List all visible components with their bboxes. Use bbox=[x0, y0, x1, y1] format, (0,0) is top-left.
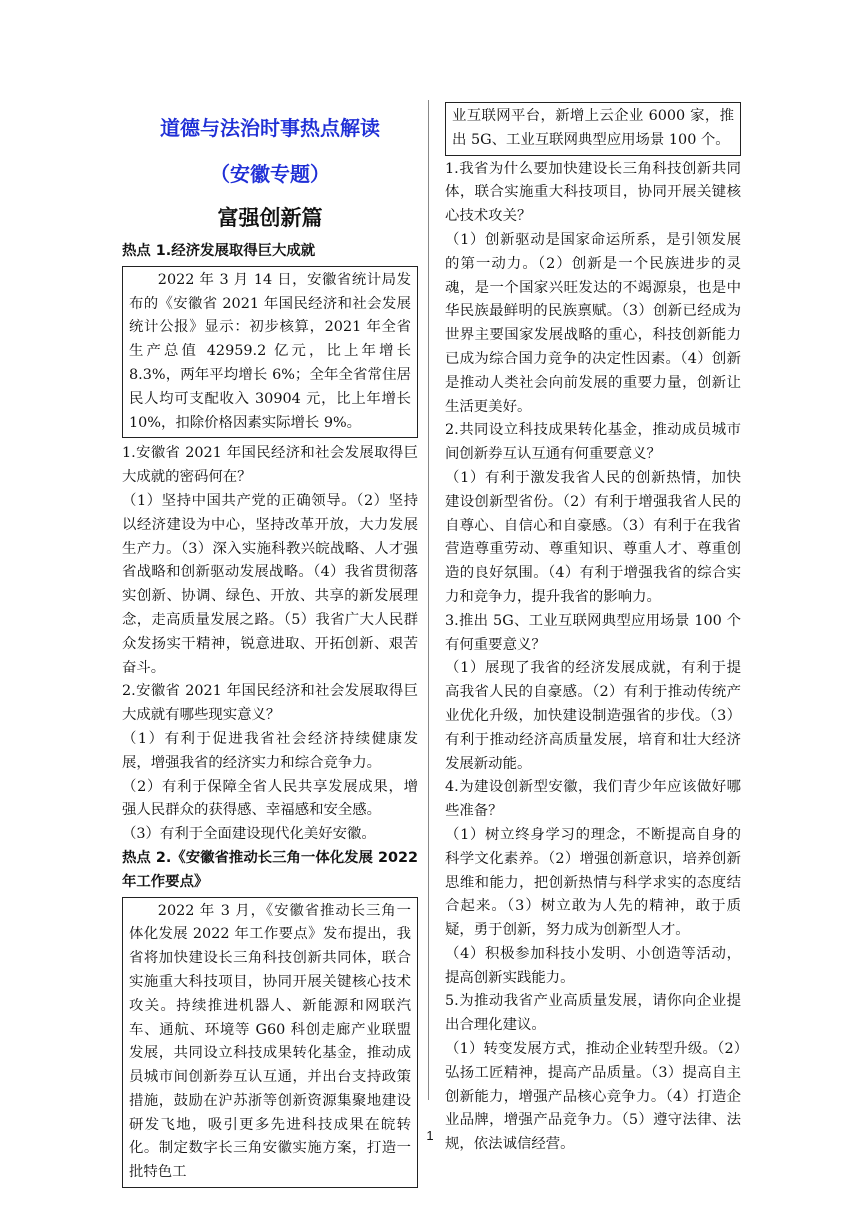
hot1-answer-2-3: （3）有利于全面建设现代化美好安徽。 bbox=[122, 826, 376, 843]
hot2-question-4: 4.为建设创新型安徽，我们青少年应该做好哪些准备？ bbox=[445, 779, 741, 820]
hot2-material-continued-box bbox=[445, 102, 741, 156]
hot1-answer-1: （1）坚持中国共产党的正确领导。（2）坚持以经济建设为中心，坚持改革开放，大力发展生产力。（3）深入实施科教兴皖战略、人才强省战略和创新驱动发展战略。（4）我省贯彻落实创新、协调、绿色、开放、共享的新发展理念，走高质量发展之路。（5）我省广大人民群众发扬实干精神，锐意进取、开拓创新、艰苦奋斗。 bbox=[122, 492, 418, 676]
hot2-material-right: 业互联网平台，新增上云企业 6000 家，推出 5G、工业互联网典型应用场景 100 个。 bbox=[452, 108, 734, 148]
hot1-question-2: 2.安徽省 2021 年国民经济和社会发展取得巨大成就有哪些现实意义？ bbox=[122, 683, 418, 724]
hot2-question-3: 3.推出 5G、工业互联网典型应用场景 100 个有何重要意义？ bbox=[445, 612, 741, 653]
hot2-material-left: 2022 年 3 月，《安徽省推动长三角一体化发展 2022 年工作要点》发布提出，我省将加快建设长三角科技创新共同体，联合实施重大科技项目，协同开展关键核心技术攻关。持续推进机器人、新能源和网联汽车、通航、环境等 G60 科创走廊产业联盟发展，共同设立科技成果转化基金，推动成员城市间创新券互认互通，并出台支持政策措施，鼓励在沪苏浙等创新资源集聚地建设研发飞地，吸引更多先进科技成果在皖转化。制定数字长三角安徽实施方案，打造一批特色工 bbox=[129, 902, 411, 1181]
page-number: 1 bbox=[426, 1128, 434, 1143]
hot2-answer-4-2: （4）积极参加科技小发明、小创造等活动，提高创新实践能力。 bbox=[445, 945, 741, 986]
document-subtitle: （安徽专题） bbox=[210, 162, 330, 186]
document-title: 道德与法治时事热点解读 bbox=[160, 116, 380, 140]
hot2-answer-4-1: （1）树立终身学习的理念，不断提高自身的科学文化素养。（2）增强创新意识，培养创新思维和能力，把创新热情与科学求实的态度结合起来。（3）树立敢为人先的精神，敢于质疑，勇于创新，努力成为创新型人才。 bbox=[445, 826, 741, 939]
hot1-heading: 热点 1.经济发展取得巨大成就 bbox=[122, 243, 316, 259]
hot2-question-2: 2.共同设立科技成果转化基金，推动成员城市间创新券互认互通有何重要意义？ bbox=[445, 422, 741, 463]
hot1-material: 2022 年 3 月 14 日，安徽省统计局发布的《安徽省 2021 年国民经济和社会发展统计公报》显示：初步核算，2021 年全省生产总值 42959.2 亿元，比上年增长 8.3%，两年平均增长 6%；全年全省常住居民人均可支配收入 30904 元，比上年增长 10%，扣除价格因素实际增长 9%。 bbox=[129, 271, 411, 431]
left-column bbox=[122, 96, 418, 1192]
hot2-heading: 热点 2.《安徽省推动长三角一体化发展 2022 年工作要点》 bbox=[122, 849, 418, 890]
hot1-answer-2-2: （2）有利于保障全省人民共享发展成果，增强人民群众的获得感、幸福感和安全感。 bbox=[122, 778, 418, 819]
hot2-answer-3: （1）展现了我省的经济发展成就，有利于提高我省人民的自豪感。（2）有利于推动传统产业优化升级，加快建设制造强省的步伐。（3）有利于推动经济高质量发展，培育和壮大经济发展新动能。 bbox=[445, 660, 741, 772]
hot2-question-5: 5.为推动我省产业高质量发展，请你向企业提出合理化建议。 bbox=[445, 993, 741, 1034]
hot1-question-1: 1.安徽省 2021 年国民经济和社会发展取得巨大成就的密码何在？ bbox=[122, 445, 418, 486]
hot2-question-1: 1.我省为什么要加快建设长三角科技创新共同体，联合实施重大科技项目，协同开展关键核心技术攻关？ bbox=[445, 160, 741, 225]
hot2-material-box bbox=[122, 897, 418, 1189]
section-title: 富强创新篇 bbox=[217, 206, 323, 230]
right-column bbox=[445, 102, 741, 1157]
hot2-answer-2: （1）有利于激发我省人民的创新热情，加快建设创新型省份。（2）有利于增强我省人民的自尊心、自信心和自豪感。（3）有利于在我省营造尊重劳动、尊重知识、尊重人才、尊重创造的良好氛围。（4）有利于增强我省的综合实力和竞争力，提升我省的影响力。 bbox=[445, 469, 741, 605]
hot2-answer-5: （1）转变发展方式，推动企业转型升级。（2）弘扬工匠精神，提高产品质量。（3）提高自主创新能力，增强产品核心竞争力。（4）打造企业品牌，增强产品竞争力。（5）遵守法律、法规，依法诚信经营。 bbox=[445, 1041, 741, 1153]
hot1-material-box bbox=[122, 266, 418, 439]
hot2-answer-1: （1）创新驱动是国家命运所系，是引领发展的第一动力。（2）创新是一个民族进步的灵魂，是一个国家兴旺发达的不竭源泉，也是中华民族最鲜明的民族禀赋。（3）创新已经成为世界主要国家发展战略的重心，科技创新能力已成为综合国力竞争的决定性因素。（4）创新是推动人类社会向前发展的重要力量，创新让生活更美好。 bbox=[445, 231, 741, 415]
column-divider bbox=[428, 100, 429, 1100]
hot1-answer-2-1: （1）有利于促进我省社会经济持续健康发展，增强我省的经济实力和综合竞争力。 bbox=[122, 730, 418, 771]
